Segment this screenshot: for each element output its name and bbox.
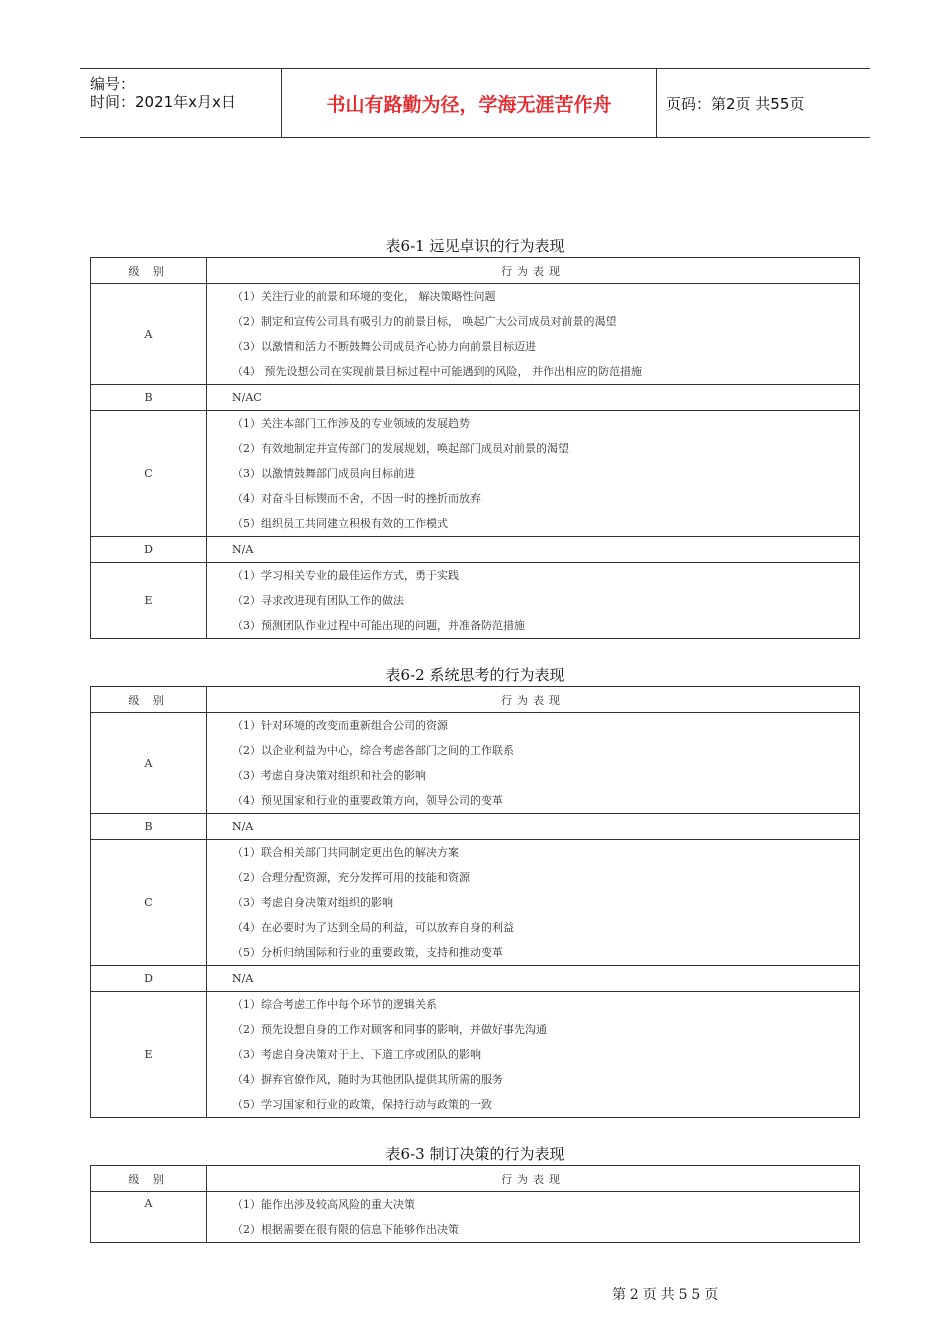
behavior-item: （1）学习相关专业的最佳运作方式，勇于实践: [232, 569, 459, 582]
behavior-cell: [207, 1192, 860, 1243]
behavior-item: （3）考虑自身决策对组织和社会的影响: [232, 769, 426, 782]
behavior-item: （1）关注本部门工作涉及的专业领域的发展趋势: [232, 417, 470, 430]
behavior-item: （4） 预先设想公司在实现前景目标过程中可能遇到的风险， 并作出相应的防范措施: [232, 365, 642, 378]
behavior-item: （5）学习国家和行业的政策，保持行动与政策的一致: [232, 1098, 492, 1111]
behavior-cell: [207, 537, 860, 563]
behavior-item: （4）对奋斗目标锲而不舍，不因一时的挫折而放弃: [232, 492, 481, 505]
table-header-row: [91, 687, 860, 713]
time-label: 时间：2021年x月x日: [90, 93, 236, 111]
behavior-item: （3）考虑自身决策对组织的影响: [232, 896, 393, 909]
table-row: [91, 992, 860, 1118]
level-cell: B: [91, 385, 207, 411]
behavior-cell: [207, 284, 860, 385]
table-row: [91, 284, 860, 385]
behavior-item: （2）以企业利益为中心，综合考虑各部门之间的工作联系: [232, 744, 514, 757]
column-header-level: 级 别: [91, 258, 207, 284]
behavior-item: （3）以激情鼓舞部门成员向目标前进: [232, 467, 415, 480]
behavior-cell: [207, 411, 860, 537]
behavior-item: N/A: [232, 543, 254, 556]
behavior-item: （5）分析归纳国际和行业的重要政策，支持和推动变革: [232, 946, 503, 959]
table-caption: 表6-1 远见卓识的行为表现: [385, 237, 565, 255]
behavior-item: （3）以激情和活力不断鼓舞公司成员齐心协力向前景目标迈进: [232, 340, 536, 353]
behavior-item: （1）针对环境的改变而重新组合公司的资源: [232, 719, 448, 732]
behavior-item: N/A: [232, 820, 254, 833]
table-header-row: [91, 1166, 860, 1192]
page-footer: 第2页共55页: [612, 1287, 723, 1303]
table-row: [91, 411, 860, 537]
column-header-behavior: 行为表现: [207, 258, 860, 284]
level-cell: A: [91, 284, 207, 385]
behavior-cell: [207, 713, 860, 814]
behavior-table-6-3: [90, 1165, 860, 1243]
table-row: [91, 385, 860, 411]
table-caption: 表6-3 制订决策的行为表现: [385, 1145, 565, 1163]
behavior-cell: [207, 814, 860, 840]
behavior-cell: [207, 563, 860, 639]
table-header-row: [91, 258, 860, 284]
column-header-level: 级 别: [91, 687, 207, 713]
behavior-item: （5）组织员工共同建立积极有效的工作模式: [232, 517, 448, 530]
behavior-item: （2）根据需要在很有限的信息下能够作出决策: [232, 1223, 459, 1236]
table-row: [91, 966, 860, 992]
header-motto: 书山有路勤为径，学海无涯苦作舟: [281, 69, 657, 137]
behavior-item: （1）联合相关部门共同制定更出色的解决方案: [232, 846, 459, 859]
level-cell: E: [91, 992, 207, 1118]
behavior-item: （4）摒弃官僚作风，随时为其他团队提供其所需的服务: [232, 1073, 503, 1086]
level-cell: C: [91, 840, 207, 966]
table-row: [91, 840, 860, 966]
table-row: [91, 537, 860, 563]
behavior-cell: [207, 840, 860, 966]
behavior-item: （4）在必要时为了达到全局的利益，可以放弃自身的利益: [232, 921, 514, 934]
behavior-item: N/A: [232, 972, 254, 985]
column-header-level: 级 别: [91, 1166, 207, 1192]
behavior-item: （2）预先设想自身的工作对顾客和同事的影响，并做好事先沟通: [232, 1023, 547, 1036]
level-cell: B: [91, 814, 207, 840]
behavior-item: （2）有效地制定并宣传部门的发展规划，唤起部门成员对前景的渴望: [232, 442, 569, 455]
behavior-item: （4）预见国家和行业的重要政策方向，领导公司的变革: [232, 794, 503, 807]
behavior-item: （1）综合考虑工作中每个环节的逻辑关系: [232, 998, 437, 1011]
behavior-item: （1）能作出涉及较高风险的重大决策: [232, 1198, 415, 1211]
column-header-behavior: 行为表现: [207, 1166, 860, 1192]
number-label: 编号：: [90, 75, 136, 93]
behavior-cell: [207, 385, 860, 411]
level-cell: A: [91, 1192, 207, 1243]
header-meta: [80, 69, 281, 137]
behavior-cell: [207, 966, 860, 992]
level-cell: D: [91, 966, 207, 992]
behavior-item: （2）寻求改进现有团队工作的做法: [232, 594, 404, 607]
behavior-table-6-1: [90, 257, 860, 639]
table-row: [91, 1192, 860, 1243]
level-cell: C: [91, 411, 207, 537]
table-row: [91, 713, 860, 814]
level-cell: A: [91, 713, 207, 814]
behavior-item: （2）制定和宣传公司具有吸引力的前景目标， 唤起广大公司成员对前景的渴望: [232, 315, 617, 328]
document-header: [80, 68, 870, 138]
level-cell: E: [91, 563, 207, 639]
header-page-info: 页码：第2页 共55页: [666, 94, 805, 113]
behavior-item: （3）考虑自身决策对于上、下道工序或团队的影响: [232, 1048, 481, 1061]
table-row: [91, 563, 860, 639]
behavior-table-6-2: [90, 686, 860, 1118]
behavior-item: （2）合理分配资源，充分发挥可用的技能和资源: [232, 871, 470, 884]
column-header-behavior: 行为表现: [207, 687, 860, 713]
table-caption: 表6-2 系统思考的行为表现: [385, 666, 565, 684]
behavior-item: （3）预测团队作业过程中可能出现的问题，并准备防范措施: [232, 619, 525, 632]
behavior-cell: [207, 992, 860, 1118]
table-row: [91, 814, 860, 840]
level-cell: D: [91, 537, 207, 563]
behavior-item: （1）关注行业的前景和环境的变化， 解决策略性问题: [232, 290, 496, 303]
behavior-item: N/AC: [232, 391, 262, 404]
